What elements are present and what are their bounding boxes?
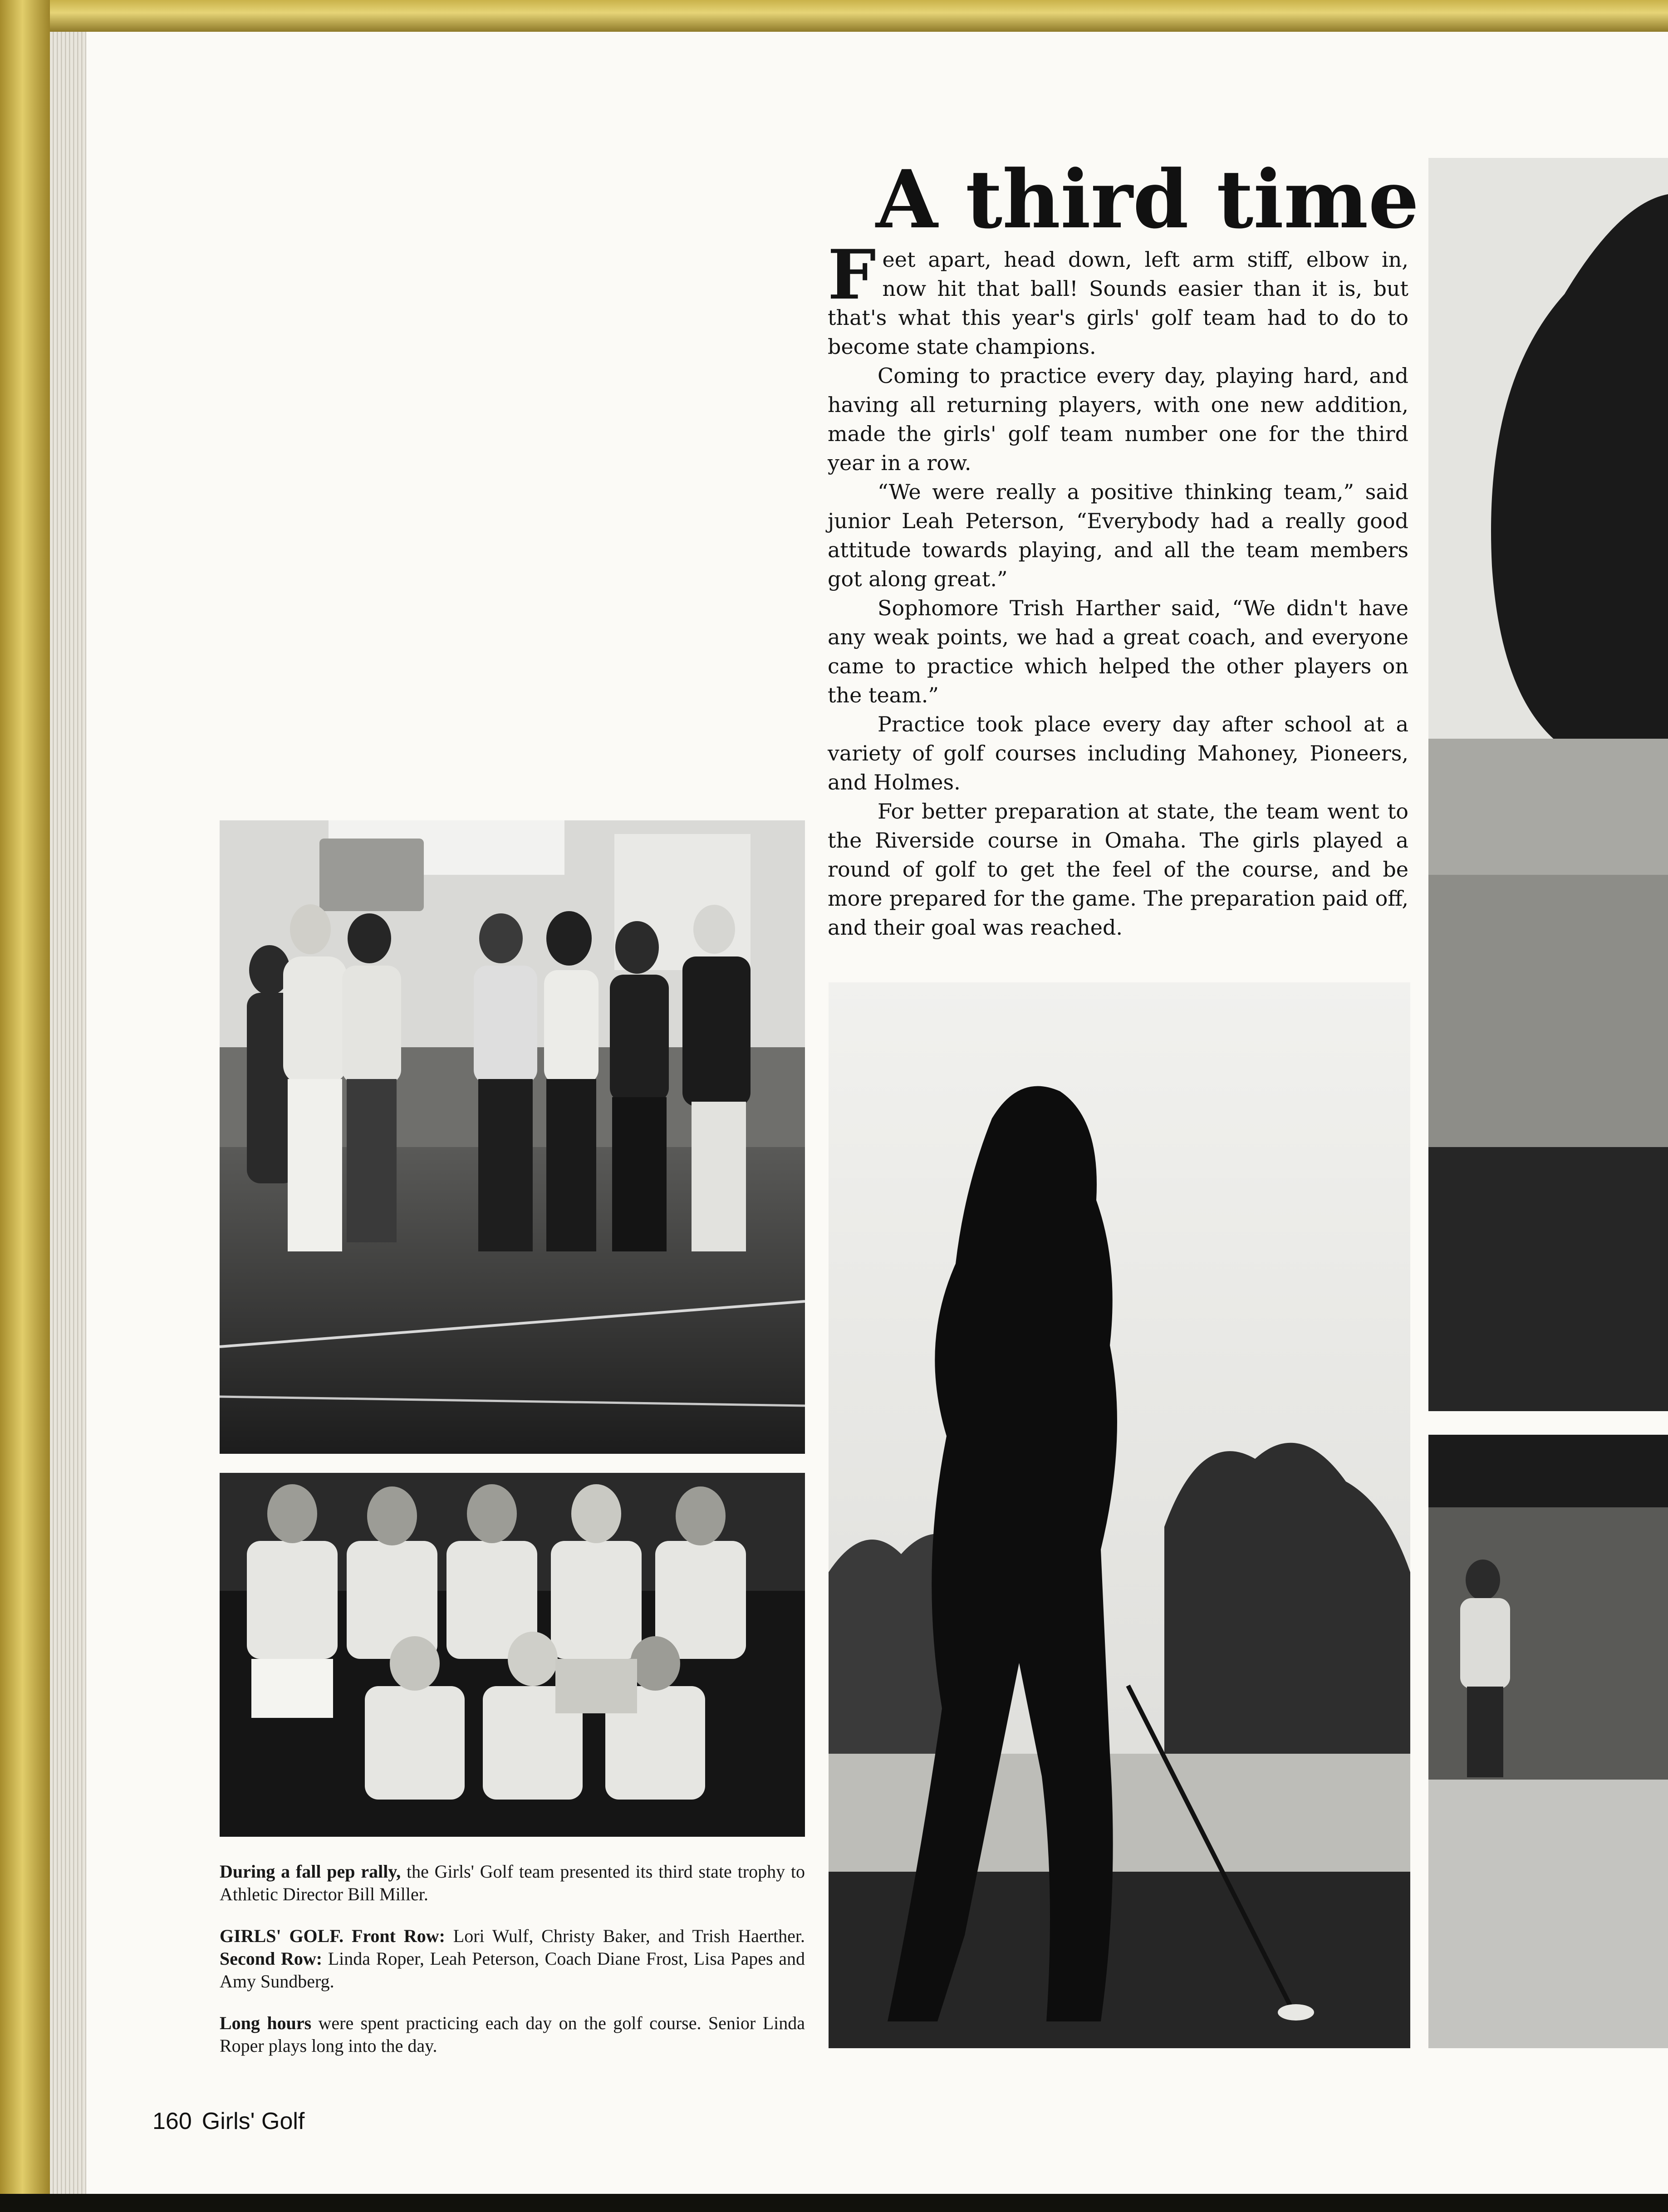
- team-photo: [220, 1473, 805, 1837]
- pond-golfer-photo: [1428, 1435, 1668, 2048]
- article-paragraph: “We were really a positive thinking team,” said junior Leah Peterson, “Everybody had a really good attitude towards playing, and all the team members got along great.”: [828, 480, 1408, 591]
- binding-left-edge: [0, 0, 50, 2212]
- caption-team-roster: GIRLS' GOLF. Front Row: Lori Wulf, Christy Baker, and Trish Haerther. Second Row: Linda Roper, Leah Peterson, Coach Diane Frost, Lisa Papes and Amy Sundberg.: [220, 1926, 805, 1991]
- caption-pep-rally: During a fall pep rally, the Girls' Golf team presented its third state trophy to Athletic Director Bill Miller.: [220, 1861, 805, 1904]
- photo-captions: [220, 1860, 805, 2076]
- binding-top-edge: [0, 0, 1668, 32]
- article-headline: A third time: [876, 152, 1419, 246]
- article-paragraph: Practice took place every day after school at a variety of golf courses including Mahoney, Pioneers, and Holmes.: [828, 712, 1408, 795]
- drop-cap: F: [828, 235, 876, 315]
- page-number: 160: [152, 2108, 192, 2134]
- golfer-silhouette-photo: [829, 982, 1410, 2048]
- article-body: [828, 235, 1408, 942]
- page-folio: [152, 2108, 304, 2135]
- caption-long-hours: Long hours were spent practicing each day on the golf course. Senior Linda Roper plays long into the day.: [220, 2013, 805, 2056]
- article-paragraph: Feet apart, head down, left arm stiff, elbow in, now hit that ball! Sounds easier than it is, but that's what this year's girls' golf team had to do to become state champions.: [828, 235, 1408, 359]
- golf-course-tree-photo: [1428, 158, 1668, 1411]
- section-name: Girls' Golf: [201, 2108, 305, 2134]
- article-paragraph: Coming to practice every day, playing hard, and having all returning players, with one new addition, made the girls' golf team number one for the third year in a row.: [828, 363, 1408, 475]
- article-paragraph: For better preparation at state, the team went to the Riverside course in Omaha. The girls played a round of golf to get the feel of the course, and be more prepared for the game. The preparation paid off, and their goal was reached.: [828, 799, 1408, 940]
- article-paragraph: Sophomore Trish Harther said, “We didn't have any weak points, we had a great coach, and everyone came to practice which helped the other players on the team.”: [828, 596, 1408, 707]
- page-stack-edges: [50, 32, 86, 2194]
- pep-rally-photo: [220, 820, 805, 1454]
- binding-bottom-edge: [0, 2194, 1668, 2212]
